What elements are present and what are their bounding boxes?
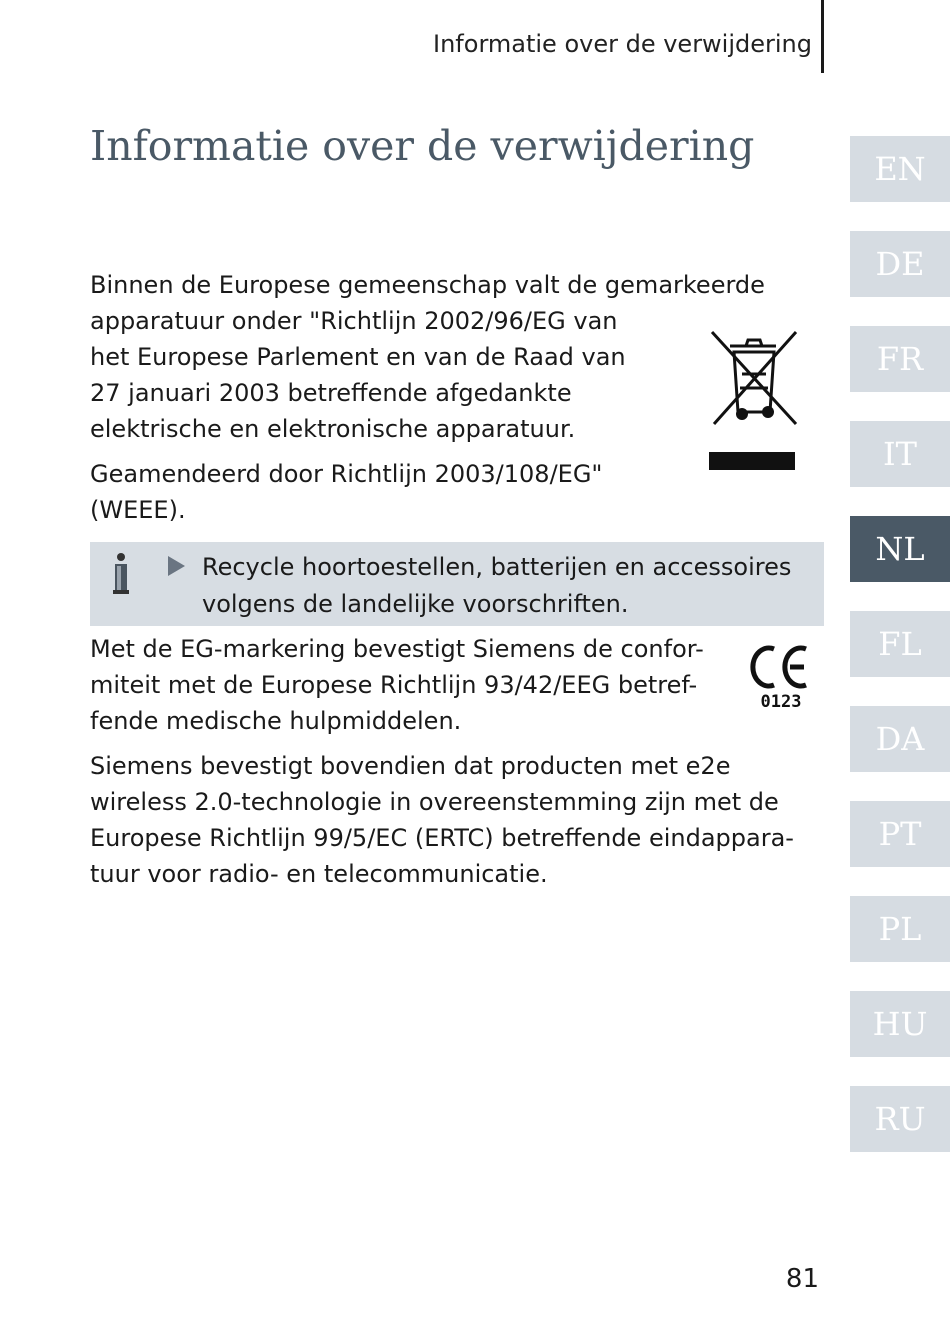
text-line: Binnen de Europese gemeenschap valt de gemarkeerde: [90, 271, 765, 299]
lang-tab-pl[interactable]: PL: [850, 896, 950, 962]
text-line: (WEEE).: [90, 496, 186, 524]
note-line: Recycle hoortoestellen, batterijen en accessoires: [202, 553, 792, 581]
text-line: apparatuur onder "Richtlijn 2002/96/EG van: [90, 307, 618, 335]
paragraph-e2e-wireless: [90, 748, 830, 892]
text-line: fende medische hulpmiddelen.: [90, 707, 462, 735]
header-rule: [821, 0, 824, 73]
text-line: miteit met de Europese Richtlijn 93/42/EEG betref-: [90, 671, 698, 699]
crossed-out-wheelie-bin-icon: [704, 328, 804, 474]
paragraph-weee-amendment: [90, 456, 690, 528]
page-title: Informatie over de verwijdering: [90, 122, 755, 170]
text-line: elektrische en elektronische apparatuur.: [90, 415, 576, 443]
text-line: wireless 2.0-technologie in overeenstemming zijn met de: [90, 788, 779, 816]
triangle-right-icon: [168, 556, 185, 576]
lang-tab-it[interactable]: IT: [850, 421, 950, 487]
ce-mark-icon: [748, 641, 814, 711]
text-line: tuur voor radio- en telecommunicatie.: [90, 860, 548, 888]
recycling-note-box: [90, 542, 824, 626]
page-number: 81: [785, 1264, 819, 1294]
text-line: Siemens bevestigt bovendien dat producten met e2e: [90, 752, 731, 780]
lang-tab-de[interactable]: DE: [850, 231, 950, 297]
paragraph-weee-directive: [90, 267, 810, 447]
lang-tab-nl[interactable]: NL: [850, 516, 950, 582]
lang-tab-fr[interactable]: FR: [850, 326, 950, 392]
lang-tab-pt[interactable]: PT: [850, 801, 950, 867]
lang-tab-ru[interactable]: RU: [850, 1086, 950, 1152]
text-line: Geamendeerd door Richtlijn 2003/108/EG": [90, 460, 603, 488]
text-line: 27 januari 2003 betreffende afgedankte: [90, 379, 572, 407]
recycling-note-text: [202, 549, 822, 623]
running-header: Informatie over de verwijdering: [433, 30, 812, 58]
note-line: volgens de landelijke voorschriften.: [202, 590, 629, 618]
lang-tab-en[interactable]: EN: [850, 136, 950, 202]
text-line: Europese Richtlijn 99/5/EC (ERTC) betreffende eindappara-: [90, 824, 794, 852]
lang-tab-fl[interactable]: FL: [850, 611, 950, 677]
lang-tab-hu[interactable]: HU: [850, 991, 950, 1057]
text-line: het Europese Parlement en van de Raad van: [90, 343, 626, 371]
info-icon: [110, 552, 132, 596]
lang-tab-da[interactable]: DA: [850, 706, 950, 772]
ce-number: 0123: [760, 692, 802, 711]
text-line: Met de EG-markering bevestigt Siemens de confor-: [90, 635, 704, 663]
paragraph-ce-conformity: [90, 631, 750, 739]
